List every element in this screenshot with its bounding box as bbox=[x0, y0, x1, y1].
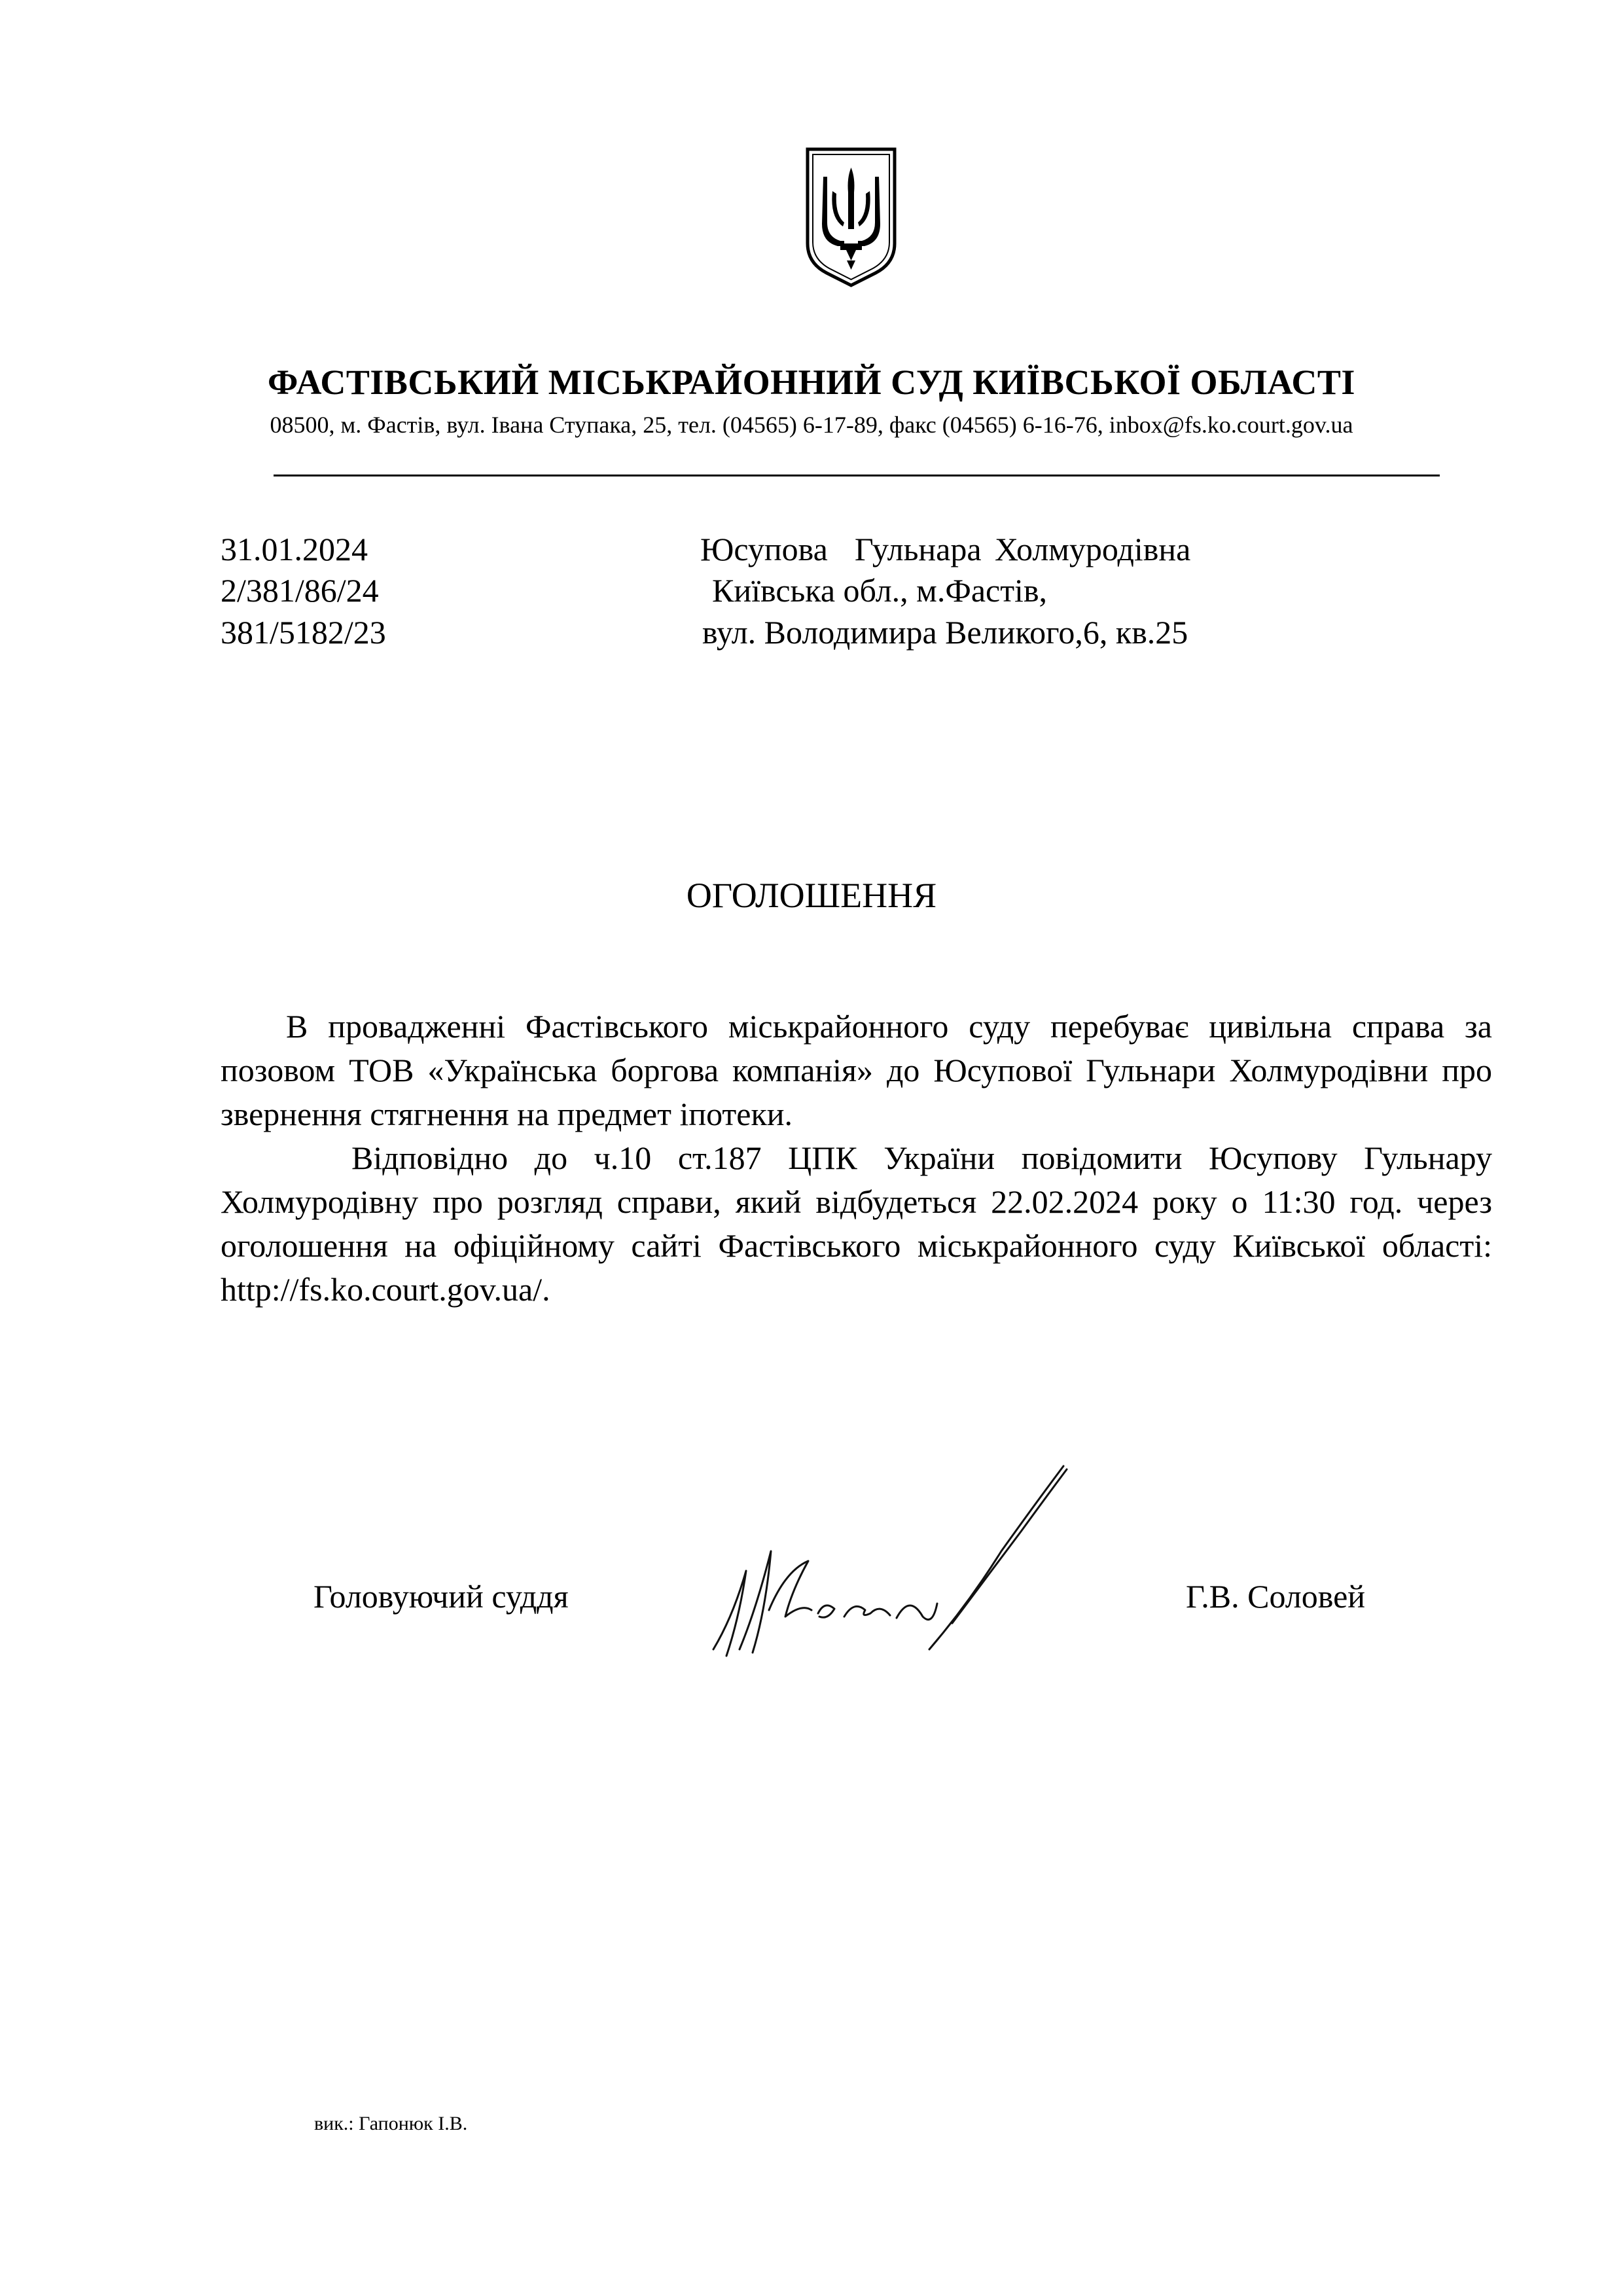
recipient-address-line1: Київська обл., м.Фастів, bbox=[712, 572, 1048, 609]
executor-note: вик.: Гапонюк І.В. bbox=[314, 2113, 468, 2134]
notice-paragraph-1: В провадженні Фастівського міськрайонного суду перебуває цивільна справа за позовом ТОВ «Українська боргова компанія» до Юсупової Гульнари Холмуродівни про звернення стягнення на предмет іпотеки. bbox=[221, 1008, 1492, 1132]
handwritten-signature-icon bbox=[694, 1453, 1099, 1669]
trident-coat-of-arms-icon bbox=[804, 145, 899, 289]
recipient-name: Юсупова Гульнара Холмуродівна bbox=[700, 531, 1191, 567]
judge-name: Г.В. Соловей bbox=[1186, 1578, 1366, 1615]
notice-body bbox=[221, 1005, 1492, 1312]
notice-paragraph-2: Відповідно до ч.10 ст.187 ЦПК України повідомити Юсупову Гульнару Холмуродівну про розгляд справи, який відбудеться 22.02.2024 року о 11:30 год. через оголошення на офіційному сайті Фастівського міськрайонного суду Київської області: http://fs.ko.court.gov.ua/. bbox=[221, 1139, 1492, 1308]
header-divider bbox=[274, 475, 1440, 476]
document-date: 31.01.2024 bbox=[221, 531, 368, 567]
outgoing-number: 2/381/86/24 bbox=[221, 572, 379, 609]
notice-title: ОГОЛОШЕННЯ bbox=[686, 876, 937, 915]
recipient-address-line2: вул. Володимира Великого,6, кв.25 bbox=[702, 614, 1188, 651]
case-number: 381/5182/23 bbox=[221, 614, 386, 651]
court-name-heading: ФАСТІВСЬКИЙ МІСЬКРАЙОННИЙ СУД КИЇВСЬКОЇ ОБЛАСТІ bbox=[268, 363, 1355, 402]
judge-position: Головуючий суддя bbox=[313, 1578, 569, 1615]
court-contact-address: 08500, м. Фастів, вул. Івана Ступака, 25, тел. (04565) 6-17-89, факс (04565) 6-16-76, inbox@fs.ko.court.gov.ua bbox=[270, 412, 1353, 438]
